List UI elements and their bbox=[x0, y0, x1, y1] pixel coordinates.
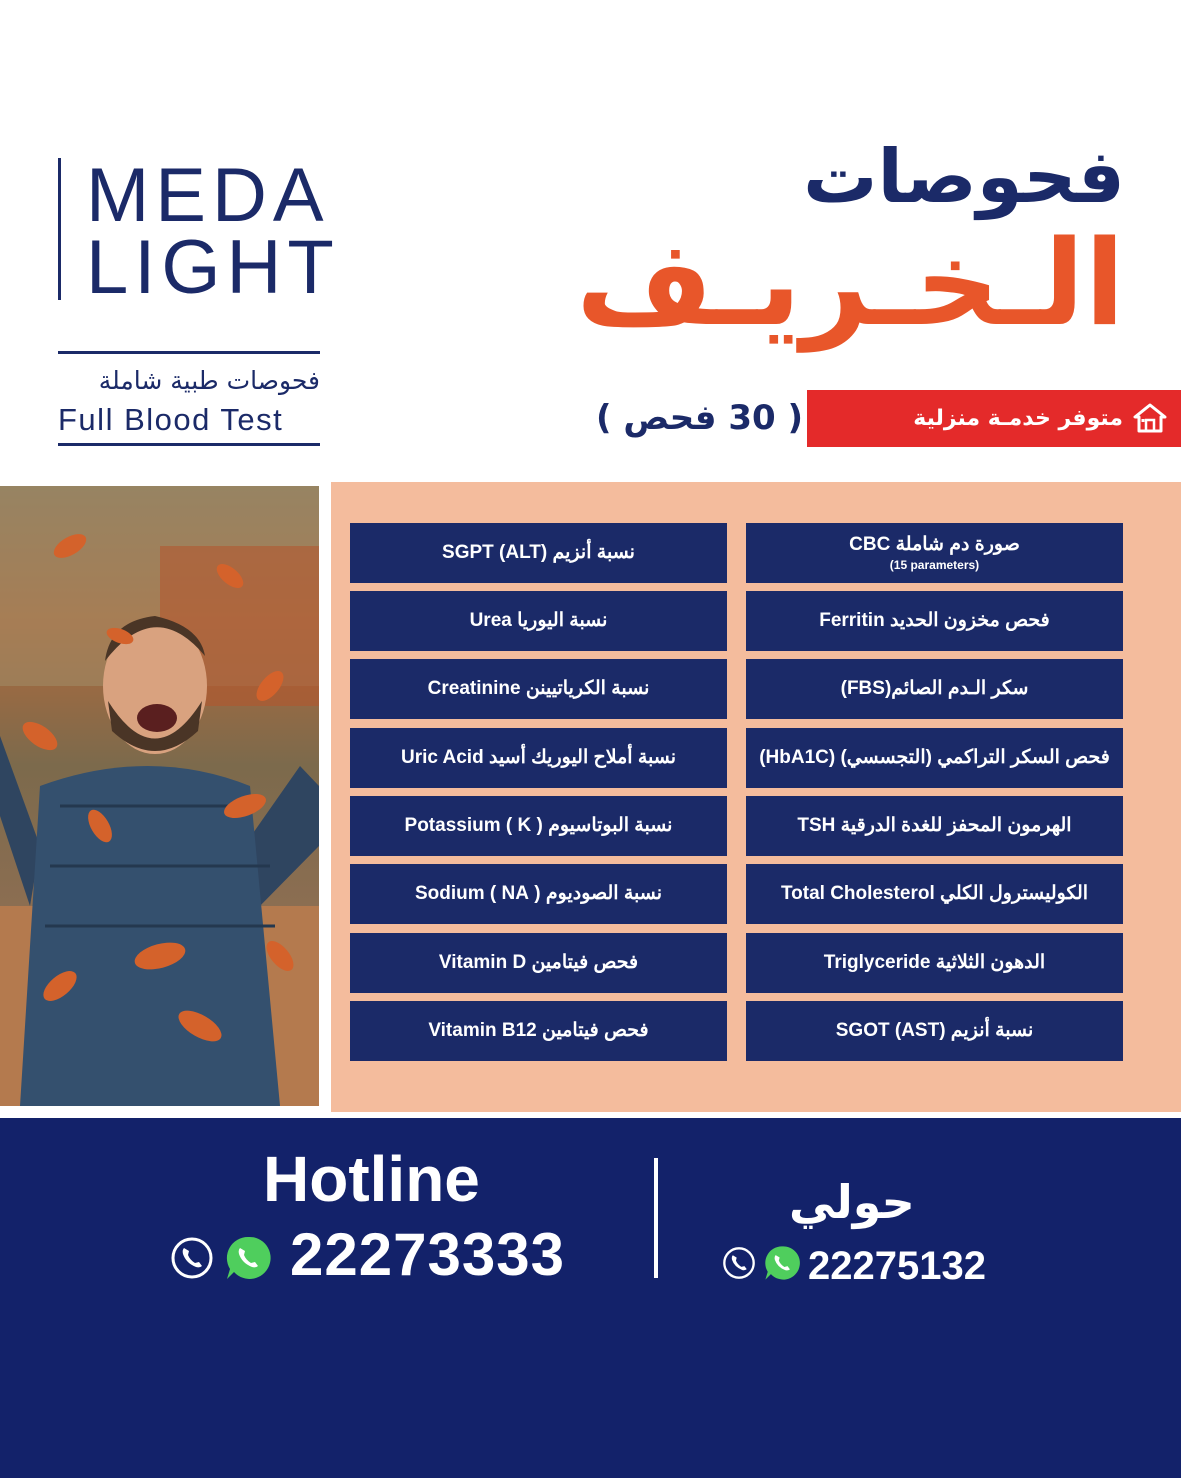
phone-icon[interactable] bbox=[722, 1246, 756, 1280]
test-label: نسبة أنزيم (SGPT (ALT bbox=[442, 542, 635, 563]
test-item bbox=[746, 796, 1123, 856]
contact-footer bbox=[0, 1118, 1181, 1478]
test-label: نسبة أملاح اليوريك أسيد Uric Acid bbox=[400, 747, 677, 768]
test-label: نسبة اليوريا Urea bbox=[469, 610, 608, 631]
test-sublabel: (15 parameters) bbox=[889, 558, 980, 572]
test-item bbox=[746, 933, 1123, 993]
test-item bbox=[746, 728, 1123, 788]
test-label: نسبة الكرياتيينن Creatinine bbox=[427, 678, 650, 699]
test-item bbox=[350, 1001, 727, 1061]
test-item bbox=[350, 864, 727, 924]
logo-divider-top bbox=[58, 351, 320, 354]
test-label: صورة دم شاملة CBC bbox=[849, 534, 1020, 555]
logo-word-light: LIGHT bbox=[86, 225, 340, 310]
test-item bbox=[350, 659, 727, 719]
logo-vertical-bar bbox=[58, 158, 61, 300]
test-label: نسبة الصوديوم ( Sodium ( NA bbox=[414, 883, 662, 904]
test-label: الدهون الثلاثية Triglyceride bbox=[823, 952, 1046, 973]
logo-word-meda: MEDA bbox=[86, 153, 330, 238]
test-item bbox=[746, 1001, 1123, 1061]
test-item bbox=[350, 591, 727, 651]
test-label: نسبة البوتاسيوم ( Potassium ( K bbox=[404, 815, 673, 836]
test-label: نسبة أنزيم (SGOT (AST bbox=[835, 1020, 1034, 1041]
test-label: فحص مخزون الحديد Ferritin bbox=[819, 610, 1050, 631]
home-service-banner bbox=[807, 390, 1181, 447]
headline-autumn: الـخـريـف bbox=[575, 214, 1125, 352]
test-item bbox=[350, 523, 727, 583]
branch-name: حولي bbox=[789, 1175, 915, 1229]
test-item bbox=[746, 591, 1123, 651]
tests-panel bbox=[331, 482, 1181, 1112]
home-icon bbox=[1133, 402, 1167, 434]
test-label: فحص فيتامين Vitamin B12 bbox=[428, 1020, 649, 1041]
home-service-label: متوفر خدمـة منزلية bbox=[913, 406, 1123, 431]
logo-tagline-arabic: فحوصات طبية شاملة bbox=[98, 366, 320, 395]
test-item bbox=[746, 864, 1123, 924]
footer-divider bbox=[654, 1158, 658, 1278]
phone-icon[interactable] bbox=[170, 1236, 214, 1280]
test-item bbox=[350, 933, 727, 993]
test-label: الكوليسترول الكلي Total Cholesterol bbox=[780, 883, 1089, 904]
autumn-man-illustration bbox=[0, 486, 319, 1106]
hotline-number[interactable]: 22273333 bbox=[290, 1221, 565, 1288]
test-item bbox=[350, 728, 727, 788]
test-count: ( 30 فحص ) bbox=[596, 398, 804, 438]
test-item bbox=[350, 796, 727, 856]
test-label: سكر الـدم الصائم(FBS) bbox=[840, 678, 1029, 699]
autumn-photo bbox=[0, 486, 319, 1106]
logo-divider-bottom bbox=[58, 443, 320, 446]
headline-tests: فحوصات bbox=[803, 134, 1125, 220]
branch-number[interactable]: 22275132 bbox=[808, 1244, 986, 1288]
whatsapp-icon[interactable] bbox=[763, 1244, 801, 1282]
hotline-label: Hotline bbox=[263, 1143, 480, 1215]
test-label: فحص فيتامين Vitamin D bbox=[438, 952, 639, 973]
test-label: الهرمون المحفز للغدة الدرقية TSH bbox=[797, 815, 1072, 836]
whatsapp-icon[interactable] bbox=[224, 1234, 272, 1282]
test-item bbox=[746, 523, 1123, 583]
test-label: فحص السكر التراكمي (التجسسي) (HbA1C) bbox=[759, 747, 1110, 768]
brand-logo bbox=[58, 153, 340, 448]
logo-tagline-english: Full Blood Test bbox=[58, 402, 284, 437]
test-item bbox=[746, 659, 1123, 719]
